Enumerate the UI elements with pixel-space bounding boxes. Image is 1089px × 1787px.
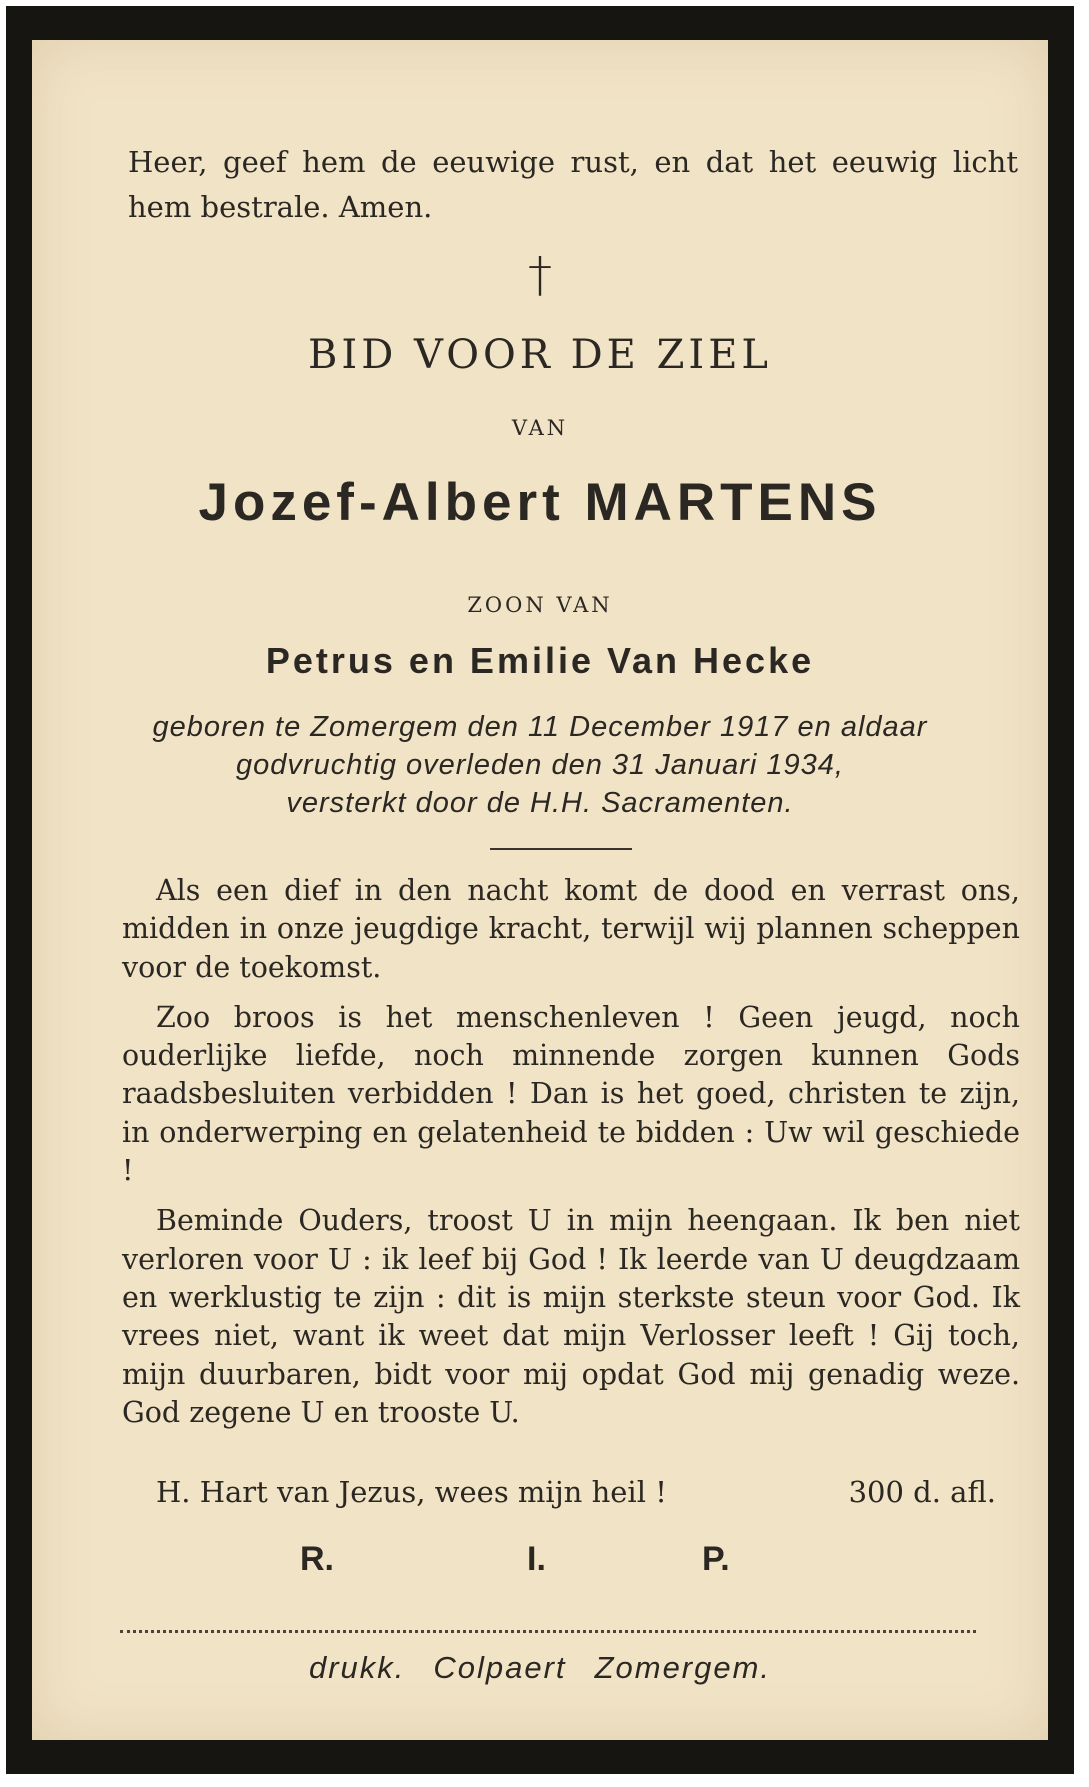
heading-van: VAN	[511, 416, 569, 440]
printer-name: Colpaert	[433, 1650, 567, 1685]
divider-line	[490, 848, 632, 850]
sacraments-line: versterkt door de H.H. Sacramenten.	[286, 787, 794, 819]
heading-bid-voor-de-ziel: BID VOOR DE ZIEL	[308, 332, 772, 378]
printer-town: Zomergem.	[594, 1650, 772, 1685]
dotted-divider	[120, 1630, 976, 1633]
cross-icon: †	[528, 247, 552, 303]
rip-p: P.	[702, 1540, 730, 1578]
printer-abbrev: drukk.	[308, 1650, 406, 1685]
invocation-text: H. Hart van Jezus, wees mijn heil !	[156, 1475, 667, 1509]
heading-zoon-van: ZOON VAN	[467, 593, 613, 617]
memorial-card	[6, 6, 1074, 1774]
deceased-name: Jozef-Albert MARTENS	[198, 473, 882, 532]
rip-letters	[32, 1540, 1048, 1590]
parents-names: Petrus en Emilie Van Hecke	[265, 640, 815, 681]
meditation-text	[122, 872, 1020, 1444]
card-paper	[32, 40, 1048, 1740]
printer-credit	[32, 1648, 1048, 1688]
opening-prayer: Heer, geef hem de eeuwige rust, en dat het eeuwig licht hem bestrale. Amen.	[128, 145, 1018, 224]
indulgence-note: 300 d. afl.	[848, 1475, 996, 1509]
death-line: godvruchtig overleden den 31 Januari 1934,	[236, 749, 844, 781]
paragraph: Zoo broos is het menschenleven ! Geen jeugd, noch ouderlijke liefde, noch minnende zorgen kunnen Gods raadsbesluiten verbidden ! Dan is het goed, christen te zijn, in onderwerping en gelatenheid te bidden : Uw wil geschiede !	[122, 1000, 1020, 1188]
birth-death-details	[32, 708, 1048, 822]
paragraph: Als een dief in den nacht komt de dood en verrast ons, midden in onze jeugdige kracht, terwijl wij plannen scheppen voor de toekomst.	[122, 874, 1020, 984]
birth-line: geboren te Zomergem den 11 December 1917 en aldaar	[152, 711, 928, 743]
rip-r: R.	[300, 1540, 334, 1578]
rip-i: I.	[527, 1540, 546, 1578]
paragraph: Beminde Ouders, troost U in mijn heengaan. Ik ben niet verloren voor U : ik leef bij God ! Ik leerde van U deugdzaam en werklustig te zijn : dit is mijn sterkste steun voor God. Ik vrees niet, want ik weet dat mijn Verlosser leeft ! Gij toch, mijn duurbaren, bidt voor mij opdat God mij genadig weze. God zegene U en trooste U.	[122, 1204, 1020, 1429]
